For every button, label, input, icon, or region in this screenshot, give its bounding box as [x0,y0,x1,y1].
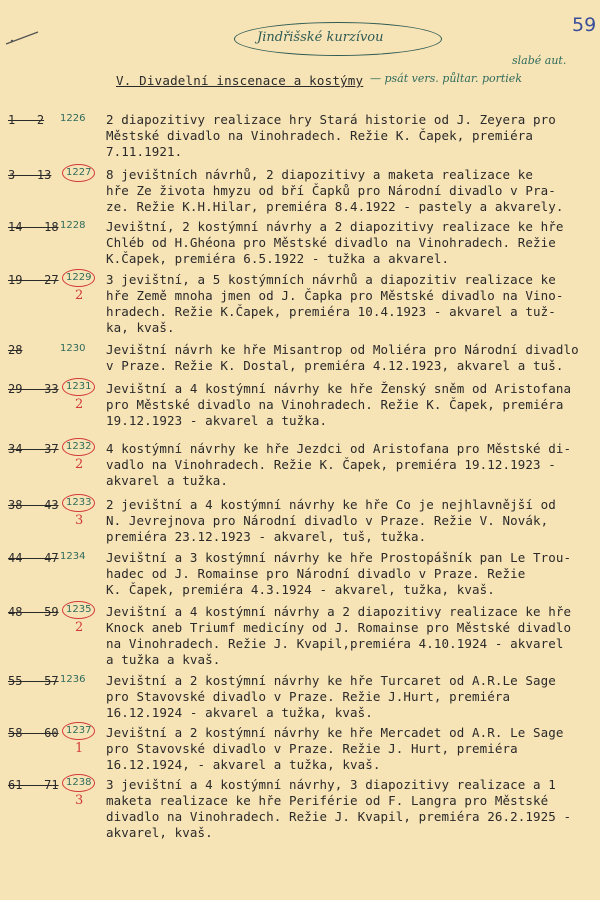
inventory-number: 1237 [62,722,95,740]
inventory-number: 1227 [62,164,95,182]
heading-handwritten-note: — psát vers. půltar. portiek [370,72,522,85]
folio-range: 61 - 71 [8,778,59,792]
inventory-number: 1226 [60,113,86,124]
handwritten-mark: 2 [75,288,84,303]
entry-text: 8 jevištních návrhů, 2 diapozitivy a maketa realizace ke hře Ze života hmyzu od bří Čapků pro Národní divadlo v Pra- ze. Režie K.H.Hilar, premiéra 8.4.1922 - pastely a akvarely. [106,167,564,214]
folio-range: 58 - 60 [8,726,59,740]
handwritten-mark: 2 [75,397,84,412]
folio-range: 44 - 47 [8,551,59,565]
folio-range: 48 - 59 [8,605,59,619]
entry-text: 3 jevištní a 4 kostýmní návrhy, 3 diapozitivy realizace a 1 maketa realizace ke hře Periférie od F. Langra pro Městské divadlo na Vinohradech. Režie J. Kvapil, premiéra 26.2.1925 - akvarel, kvaš. [106,777,572,840]
inventory-number: 1234 [60,551,86,562]
folio-range: 14 - 18 [8,220,59,234]
folio-range: 29 - 33 [8,382,59,396]
entry-text: Jevištní a 4 kostýmní návrhy ke hře Ženský sněm od Aristofana pro Městské divadlo na Vinohradech. Režie K. Čapek, premiéra 19.12.1923 - akvarel a tužka. [106,381,572,428]
handwritten-mark: 2 [75,457,84,472]
inventory-number: 1228 [60,220,86,231]
inventory-number: 1235 [62,601,95,619]
handwritten-mark: 1 [75,741,84,756]
folio-range: 55 - 57 [8,674,59,688]
folio-range: 3 - 13 [8,168,52,182]
folio-range: 19 - 27 [8,273,59,287]
entry-text: Jevištní a 2 kostýmní návrhy ke hře Turcaret od A.R.Le Sage pro Stavovské divadlo v Praze. Režie J.Hurt, premiéra 16.12.1924 - akvarel a tužka, kvaš. [106,673,556,720]
entry-text: Jevištní návrh ke hře Misantrop od Moliéra pro Národní divadlo v Praze. Režie K. Dostal, premiéra 4.12.1923, akvarel a tuš. [106,342,579,373]
section-heading: V. Divadelní inscenace a kostýmy [116,73,364,88]
inventory-number: 1231 [62,378,95,396]
entry-text: 2 jevištní a 4 kostýmní návrhy ke hře Co je nejhlavnější od N. Jevrejnova pro Národní divadlo v Praze. Režie V. Novák, premiéra 23.12.1923 - akvarel, tuš, tužka. [106,497,556,544]
inventory-number: 1230 [60,343,86,354]
handwritten-mark: 3 [75,513,84,528]
entry-text: 4 kostýmní návrhy ke hře Jezdci od Aristofana pro Městské di- vadlo na Vinohradech. Režie K. Čapek, premiéra 19.12.1923 - akvarel a tužka. [106,441,572,488]
entry-text: 2 diapozitivy realizace hry Stará historie od J. Zeyera pro Městské divadlo na Vinohradech. Režie K. Čapek, premiéra 7.11.1921. [106,112,556,159]
entry-text: Jevištní a 3 kostýmní návrhy ke hře Prostopášník pan Le Trou- hadec od J. Romainse pro Národní divadlo v Praze. Režie K. Čapek, premiéra 4.3.1924 - akvarel, tužka, kvaš. [106,550,572,597]
folio-range: 38 - 43 [8,498,59,512]
folio-range: 34 - 37 [8,442,59,456]
folio-range: 28 [8,343,23,357]
entry-text: 3 jevištní, a 5 kostýmních návrhů a diapozitiv realizace ke hře Země mnoha jmen od J. Čapka pro Městské divadlo na Vino- hradech. Režie K.Čapek, premiéra 10.4.1923 - akvarel a tuž- ka, kvaš. [106,272,564,335]
handwritten-mark: 2 [75,620,84,635]
page-number: 59 [572,14,597,36]
inventory-number: 1233 [62,494,95,512]
stamp-text: Jindřišské kurzívou [257,30,384,45]
pen-mark-icon [4,28,44,48]
inventory-number: 1236 [60,674,86,685]
entry-text: Jevištní a 4 kostýmní návrhy a 2 diapozitivy realizace ke hře Knock aneb Triumf medicíny od J. Romainse pro Městské divadlo na Vinohradech. Režie J. Kvapil,premiéra 4.10.1924 - akvarel a tužka a kvaš. [106,604,572,667]
inventory-number: 1232 [62,438,95,456]
inventory-number: 1229 [62,269,95,287]
entry-text: Jevištní, 2 kostýmní návrhy a 2 diapozitivy realizace ke hře Chléb od H.Ghéona pro Městské divadlo na Vinohradech. Režie K.Čapek, premiéra 6.5.1922 - tužka a akvarel. [106,219,564,266]
heading-handwritten-note-top: slabé aut. [512,54,567,67]
entry-text: Jevištní a 2 kostýmní návrhy ke hře Mercadet od A.R. Le Sage pro Stavovské divadlo v Praze. Režie J. Hurt, premiéra 16.12.1924, - akvarel a tužka, kvaš. [106,725,564,772]
folio-range: 1 - 2 [8,113,45,127]
inventory-number: 1238 [62,774,95,792]
handwritten-mark: 3 [75,793,84,808]
handwritten-oval-stamp [234,22,442,56]
